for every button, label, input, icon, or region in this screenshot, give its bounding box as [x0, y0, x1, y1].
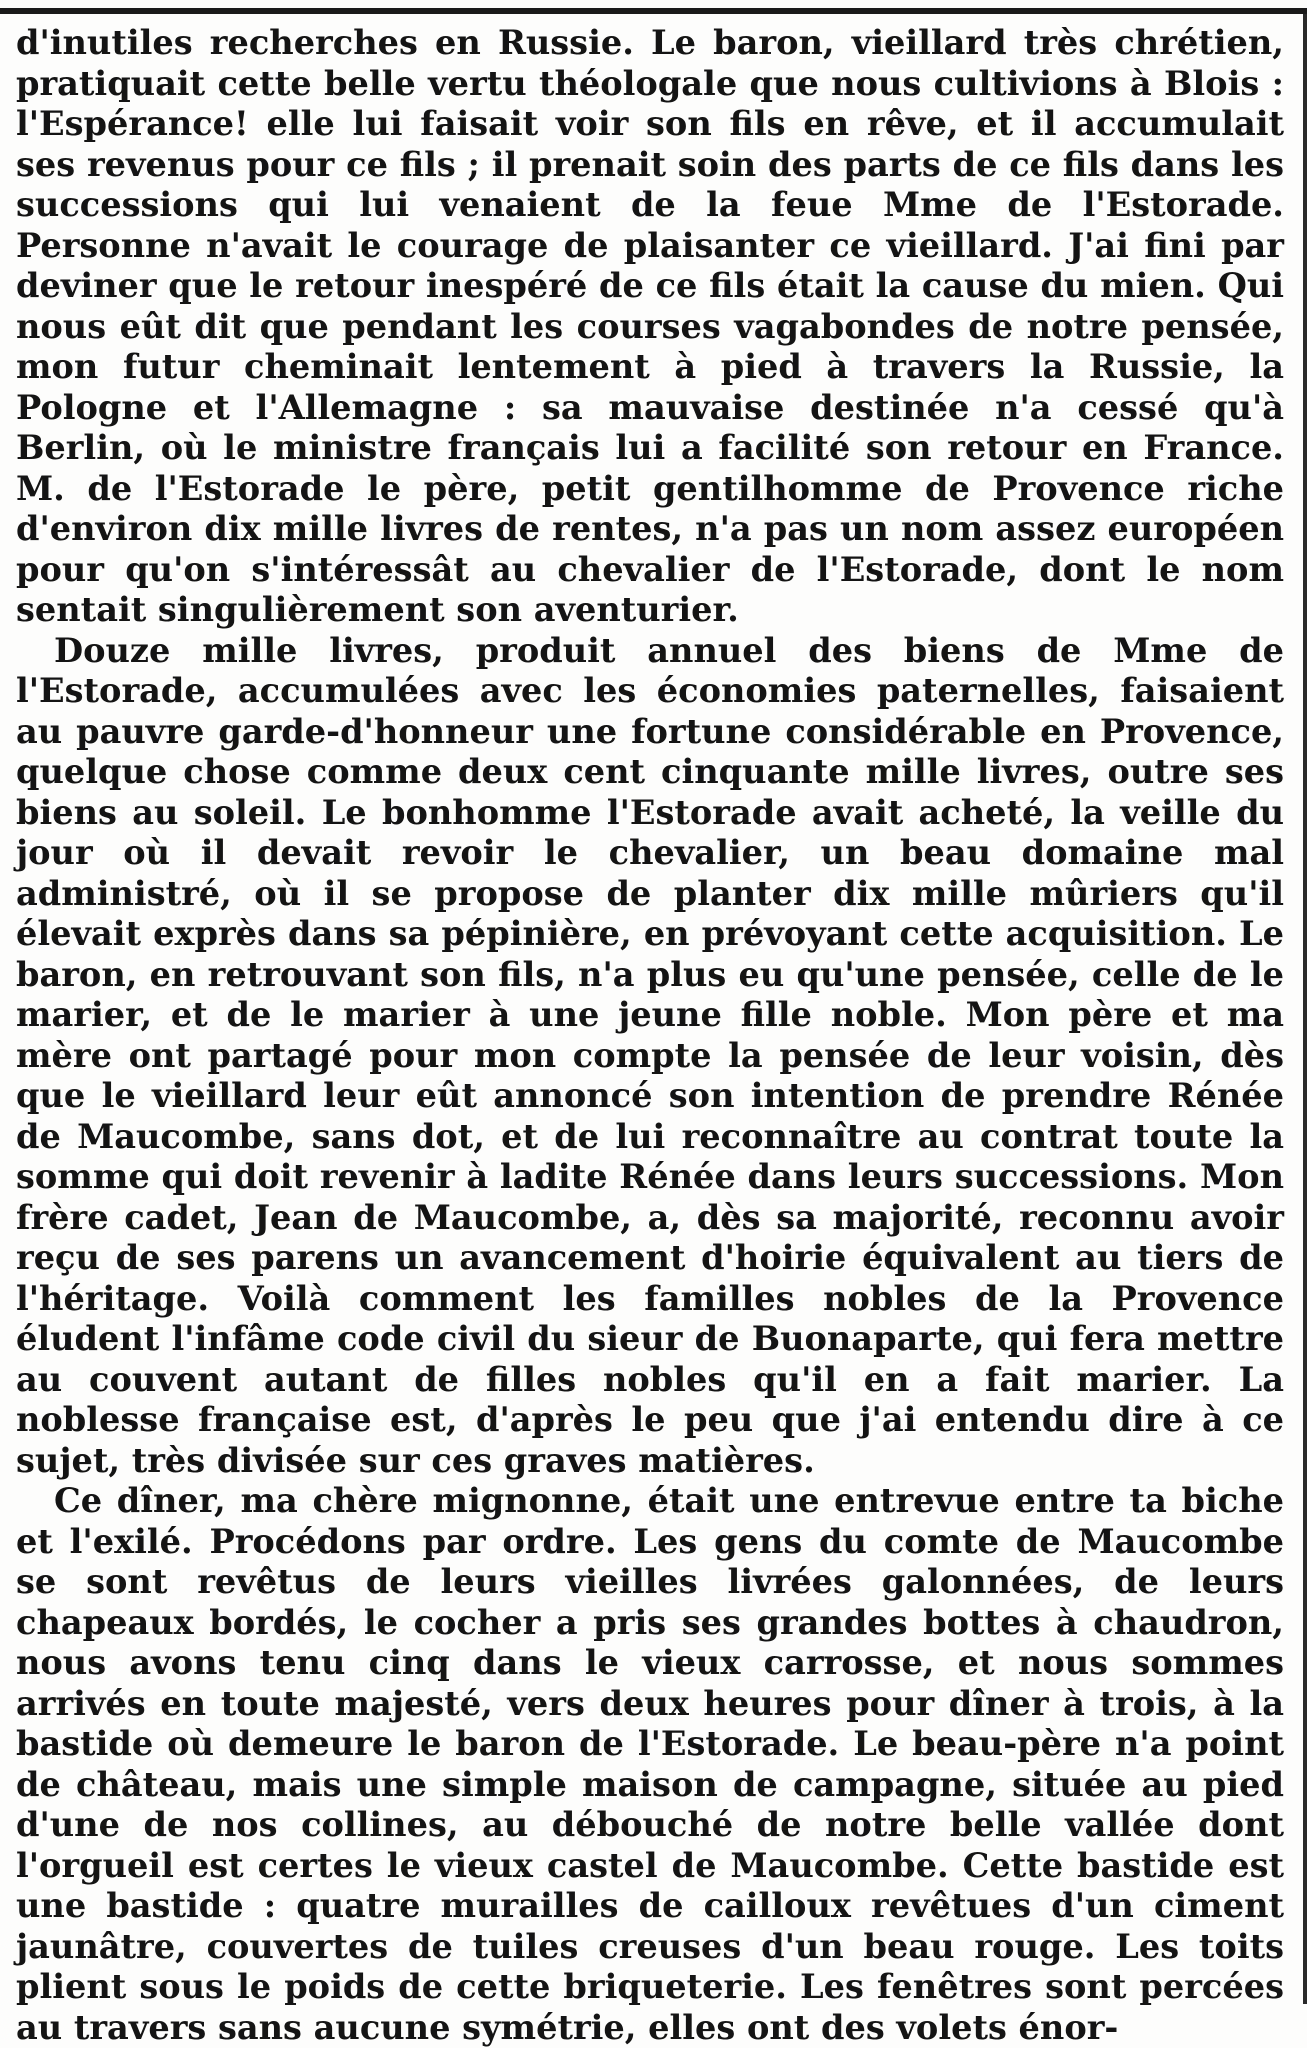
paragraph-2: Douze mille livres, produit annuel des biens de Mme de l'Estorade, accumulées avec les économies paternelles, faisaient au pauvre garde-d'honneur une fortune considérable en Provence, quelque chose comme deux cent cinquante mille livres, outre ses biens au soleil. Le bonhomme l'Estorade avait acheté, la veille du jour où il devait revoir le chevalier, un beau domaine mal administré, où il se propose de planter dix mille mûriers qu'il élevait exprès dans sa pépinière, en prévoyant cette acquisition. Le baron, en retrouvant son fils, n'a plus eu qu'une pensée, celle de le marier, et de le marier à une jeune fille noble. Mon père et ma mère ont partagé pour mon compte la pensée de leur voisin, dès que le vieillard leur eût annoncé son intention de prendre Rénée de Maucombe, sans dot, et de lui reconnaître au contrat toute la somme qui doit revenir à ladite Rénée dans leurs successions. Mon frère cadet, Jean de Maucombe, a, dès sa majorité, reconnu avoir reçu de ses parens un avancement d'hoirie équivalent au tiers de l'héritage. Voilà comment les familles nobles de la Provence éludent l'infâme code civil du sieur de Buonaparte, qui fera mettre au couvent autant de filles nobles qu'il en a fait marier. La noblesse française est, d'après le peu que j'ai entendu dire à ce sujet, très divisée sur ces graves matières.	[16, 629, 1284, 1480]
text-column	[16, 22, 1284, 2047]
top-rule	[0, 8, 1307, 14]
column-rule	[1303, 14, 1307, 2004]
paragraph-1: d'inutiles recherches en Russie. Le baron, vieillard très chrétien, pratiquait cette belle vertu théologale que nous cultivions à Blois : l'Espérance! elle lui faisait voir son fils en rêve, et il accumulait ses revenus pour ce fils ; il prenait soin des parts de ce fils dans les successions qui lui venaient de la feue Mme de l'Estorade. Personne n'avait le courage de plaisanter ce vieillard. J'ai fini par deviner que le retour inespéré de ce fils était la cause du mien. Qui nous eût dit que pendant les courses vagabondes de notre pensée, mon futur cheminait lentement à pied à travers la Russie, la Pologne et l'Allemagne : sa mauvaise destinée n'a cessé qu'à Berlin, où le ministre français lui a facilité son retour en France. M. de l'Estorade le père, petit gentilhomme de Provence riche d'environ dix mille livres de rentes, n'a pas un nom assez européen pour qu'on s'intéressât au chevalier de l'Estorade, dont le nom sentait singulièrement son aventurier.	[16, 22, 1284, 629]
paragraph-3: Ce dîner, ma chère mignonne, était une entrevue entre ta biche et l'exilé. Procédons par ordre. Les gens du comte de Maucombe se sont revêtus de leurs vieilles livrées galonnées, de leurs chapeaux bordés, le cocher a pris ses grandes bottes à chaudron, nous avons tenu cinq dans le vieux carrosse, et nous sommes arrivés en toute majesté, vers deux heures pour dîner à trois, à la bastide où demeure le baron de l'Estorade. Le beau-père n'a point de château, mais une simple maison de campagne, située au pied d'une de nos collines, au débouché de notre belle vallée dont l'orgueil est certes le vieux castel de Maucombe. Cette bastide est une bastide : quatre murailles de cailloux revêtues d'un ciment jaunâtre, couvertes de tuiles creuses d'un beau rouge. Les toits plient sous le poids de cette briqueterie. Les fenêtres sont percées au travers sans aucune symétrie, elles ont des volets énor-	[16, 1480, 1284, 2047]
